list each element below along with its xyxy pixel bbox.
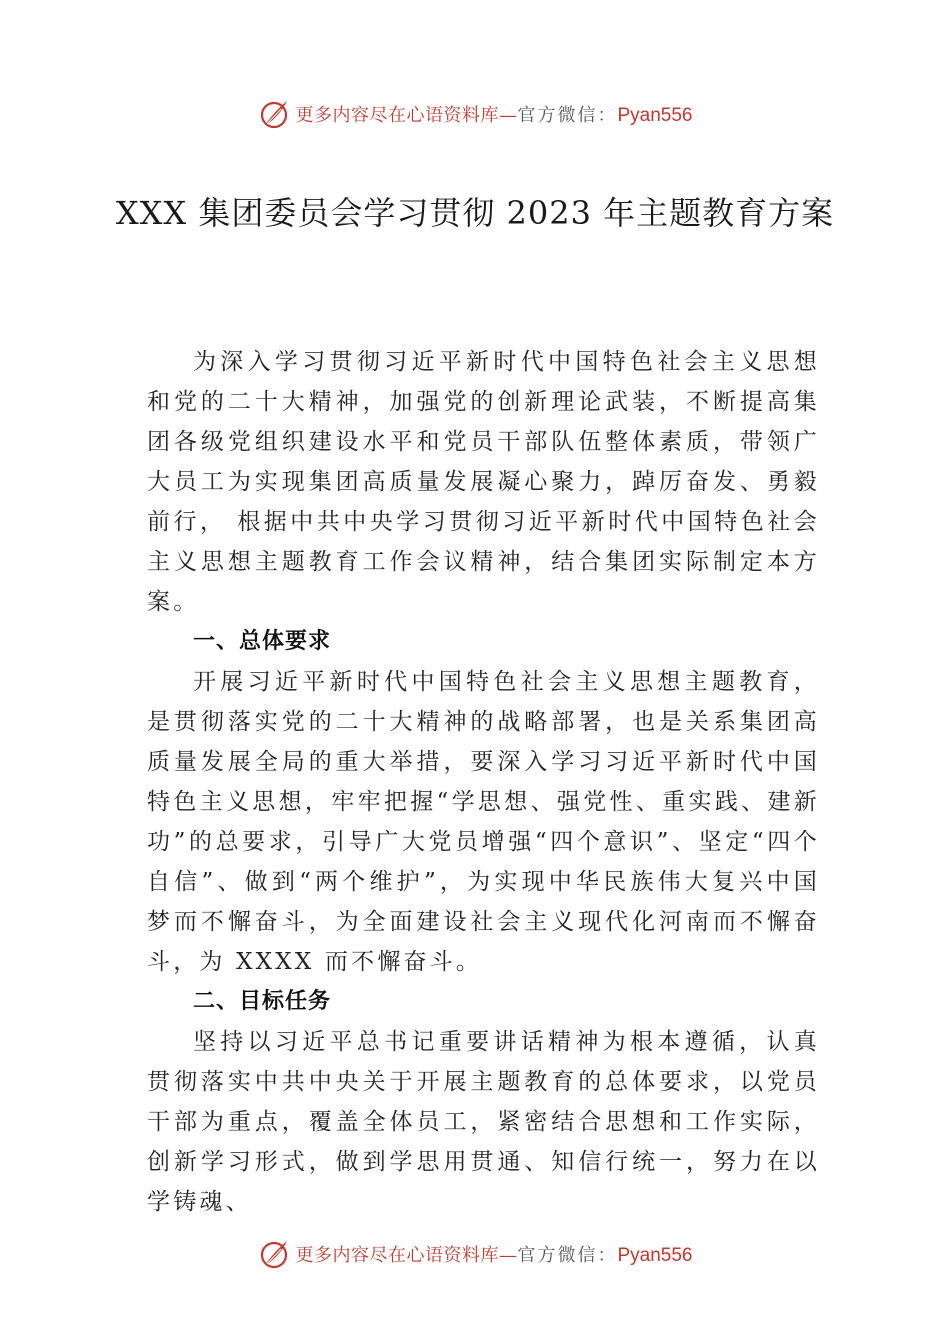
- document-title: XXX 集团委员会学习贯彻 2023 年主题教育方案: [115, 194, 835, 232]
- feather-pen-logo-icon: [257, 1237, 291, 1271]
- section-paragraph-overall-requirements: 开展习近平新时代中国特色社会主义思想主题教育，是贯彻落实党的二十大精神的战略部署，也是关系集团高质量发展全局的重大举措，要深入学习习近平新时代中国特色主义思想，牢牢把握“学思想、强党性、重实践、建新功”的总要求，引导广大党员增强“四个意识”、坚定“四个自信”、做到“两个维护”，为实现中华民族伟大复兴中国梦而不懈奋斗，为全面建设社会主义现代化河南而不懈奋斗，为 XXXX 而不懈奋斗。: [147, 669, 820, 975]
- section-heading-goals-tasks: 二、目标任务: [193, 989, 332, 1014]
- document-body: [147, 342, 820, 1222]
- watermark-text: 更多内容尽在心语资料库—官方微信：Pyan556: [295, 105, 693, 126]
- section-heading-overall-requirements: 一、总体要求: [193, 629, 332, 654]
- intro-paragraph: 为深入学习贯彻习近平新时代中国特色社会主义思想和党的二十大精神，加强党的创新理论武装，不断提高集团各级党组织建设水平和党员干部队伍整体素质，带领广大员工为实现集团高质量发展凝心聚力，踔厉奋发、勇毅前行， 根据中共中央学习贯彻习近平新时代中国特色社会主义思想主题教育工作会议精神，结合集团实际制定本方案。: [147, 349, 820, 615]
- feather-pen-logo-icon: [257, 97, 291, 131]
- section-paragraph-goals-tasks: 坚持以习近平总书记重要讲话精神为根本遵循，认真贯彻落实中共中央关于开展主题教育的总体要求，以党员干部为重点，覆盖全体员工，紧密结合思想和工作实际，创新学习形式，做到学思用贯通、知信行统一，努力在以学铸魂、: [147, 1029, 820, 1215]
- watermark-header: [0, 94, 950, 134]
- watermark-footer: [0, 1234, 950, 1274]
- watermark-text: 更多内容尽在心语资料库—官方微信：Pyan556: [295, 1245, 693, 1266]
